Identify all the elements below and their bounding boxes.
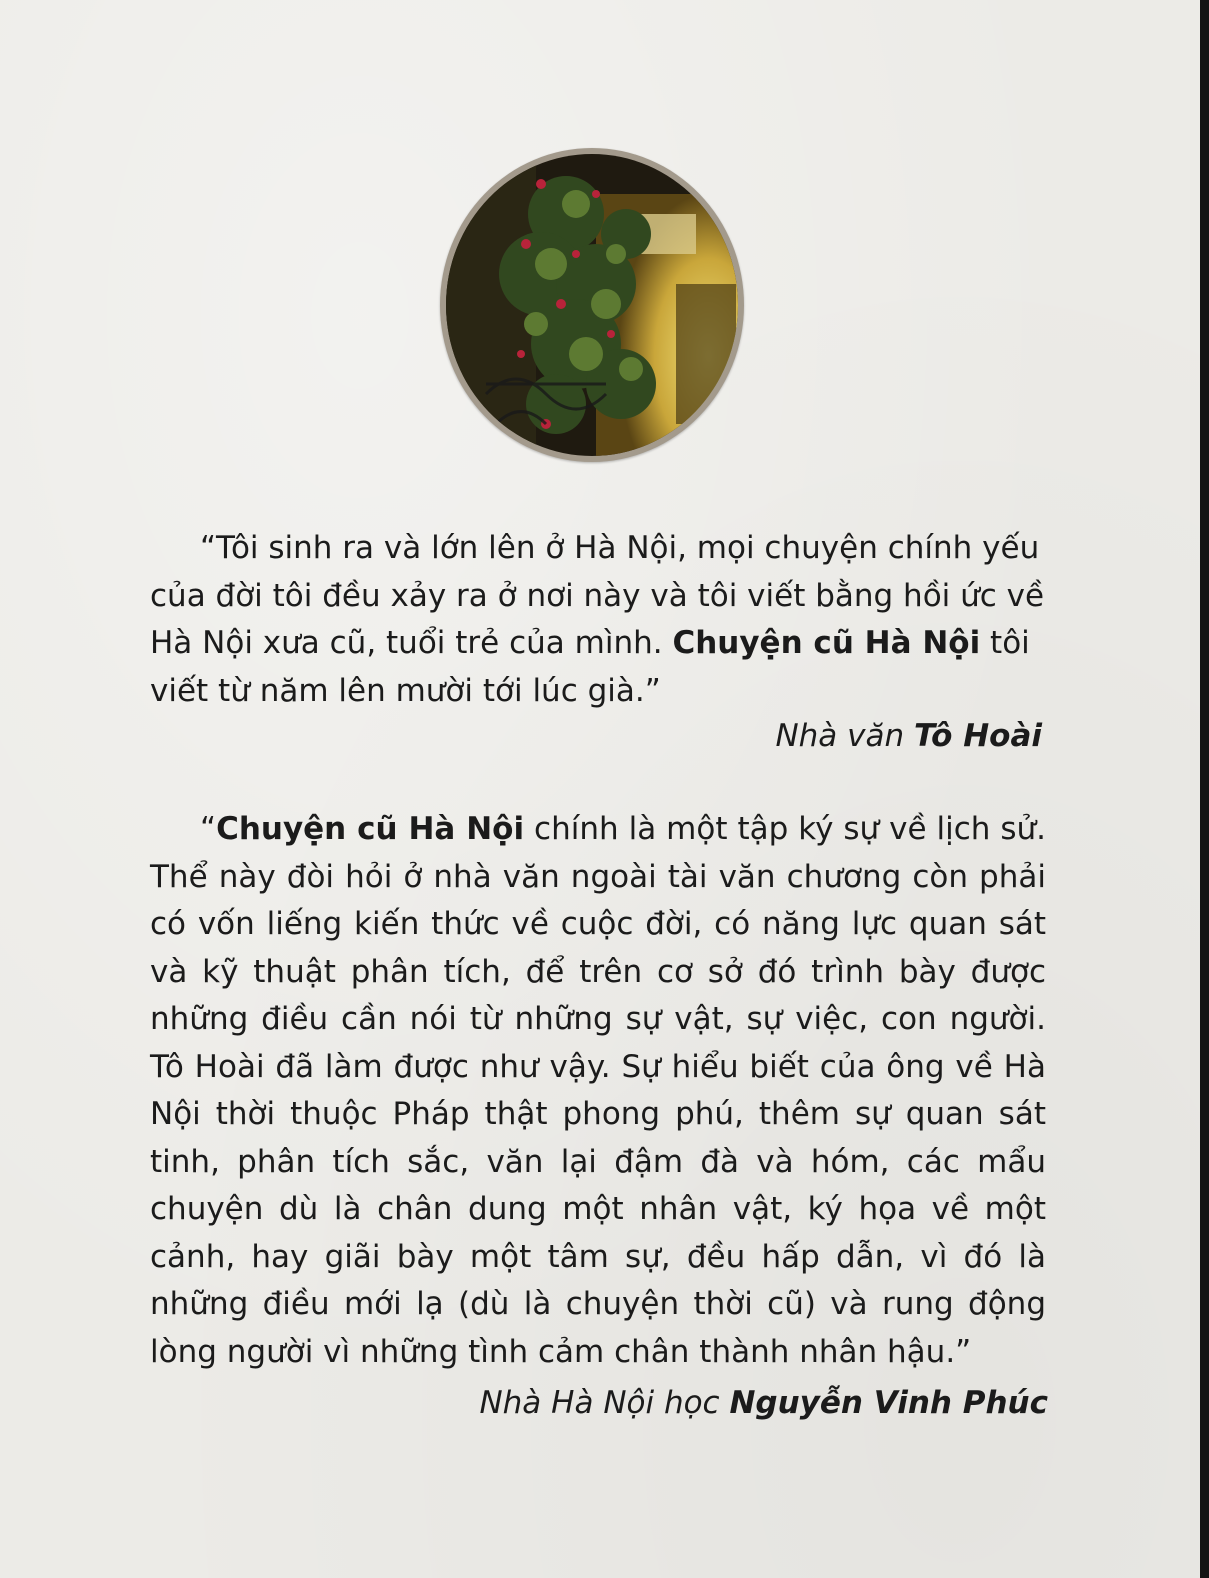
attribution-role: Nhà Hà Nội học xyxy=(479,1385,730,1421)
open-quote-mark: “ xyxy=(200,811,217,847)
page-edge-shadow xyxy=(1200,0,1209,1578)
quote-nguyen-vinh-phuc-body: chính là một tập ký sự về lịch sử. Thể này đòi hỏi ở nhà văn ngoài tài văn chương còn phải có vốn liếng kiến thức về cuộc đời, có năng lực quan sát và kỹ thuật phân tích, để trên cơ sở đó trình bày được những điều cần nói từ những sự vật, sự việc, con người. Tô Hoài đã làm được như vậy. Sự hiểu biết của ông về Hà Nội thời thuộc Pháp thật phong phú, thêm sự quan sát tinh, phân tích sắc, văn lại đậm đà và hóm, các mẩu chuyện dù là chân dung một nhân vật, ký họa về một cảnh, hay giãi bày một tâm sự, đều hấp dẫn, vì đó là những điều mới lạ (dù là chuyện thời cũ) và rung động lòng người vì những tình cảm chân thành nhân hậu.” xyxy=(150,811,1046,1370)
quote-nguyen-vinh-phuc-text xyxy=(150,806,1046,1376)
medallion-illustration xyxy=(440,148,744,462)
attribution-nguyen-vinh-phuc xyxy=(479,1385,1048,1421)
attribution-to-hoai xyxy=(775,718,1042,754)
attribution-name: Nguyễn Vinh Phúc xyxy=(729,1385,1048,1421)
quote-nguyen-vinh-phuc xyxy=(150,806,1046,1376)
quote-to-hoai-text xyxy=(150,525,1046,715)
quote-to-hoai-part2: tôi viết từ năm lên mười tới lúc già.” xyxy=(150,625,1030,709)
attribution-role: Nhà văn xyxy=(775,718,914,754)
book-title: Chuyện cũ Hà Nội xyxy=(672,625,981,661)
attribution-name: Tô Hoài xyxy=(913,718,1042,754)
quote-to-hoai-part1: “Tôi sinh ra và lớn lên ở Hà Nội, mọi chuyện chính yếu của đời tôi đều xảy ra ở nơi này và tôi viết bằng hồi ức về Hà Nội xưa cũ, tuổi trẻ của mình. xyxy=(150,530,1045,661)
balcony-flowers-painting xyxy=(446,154,738,456)
book-title: Chuyện cũ Hà Nội xyxy=(216,811,525,847)
quote-to-hoai xyxy=(150,525,1046,715)
